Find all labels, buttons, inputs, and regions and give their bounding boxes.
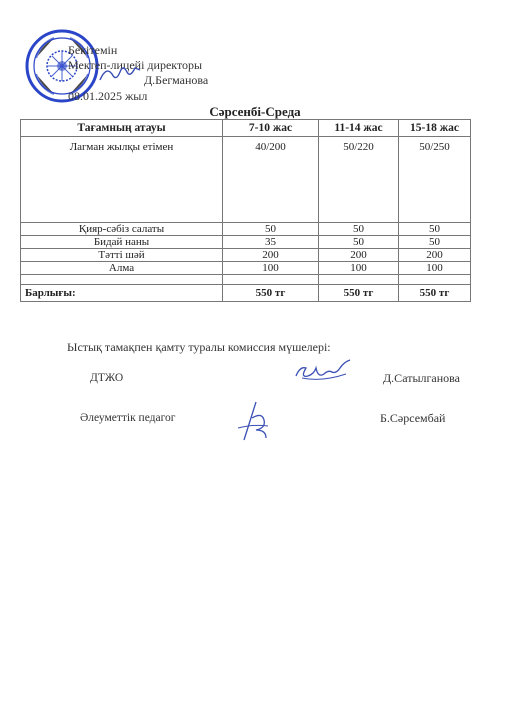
portion-15-18: 50: [399, 223, 471, 236]
dish-name: Қияр-сәбіз салаты: [21, 223, 223, 236]
table-blank-row: [21, 275, 471, 285]
table-total-row: [21, 285, 471, 302]
member-signature-icon: [292, 358, 354, 384]
table-header-row: [21, 120, 471, 137]
header-age-11-14: 11-14 жас: [319, 120, 399, 137]
dish-name: Алма: [21, 262, 223, 275]
total-11-14: 550 тг: [319, 285, 399, 302]
portion-7-10: 100: [223, 262, 319, 275]
dish-name: Лагман жылқы етімен: [21, 137, 223, 223]
total-7-10: 550 тг: [223, 285, 319, 302]
portion-15-18: 50: [399, 236, 471, 249]
director-title: Мектеп-лицейі директоры: [68, 58, 203, 72]
table-row: [21, 137, 471, 223]
total-label: Барлығы:: [21, 285, 223, 302]
header-age-7-10: 7-10 жас: [223, 120, 319, 137]
approval-label: Бекітемін: [68, 43, 118, 57]
portion-11-14: 100: [319, 262, 399, 275]
page-title: Сәрсенбі-Среда: [209, 104, 301, 119]
portion-7-10: 40/200: [223, 137, 319, 223]
dish-name: Бидай наны: [21, 236, 223, 249]
portion-15-18: 200: [399, 249, 471, 262]
member-signature-icon: [234, 398, 276, 444]
portion-11-14: 50: [319, 236, 399, 249]
commission-heading: Ыстық тамақпен қамту туралы комиссия мүшелері:: [67, 340, 331, 354]
portion-7-10: 200: [223, 249, 319, 262]
header-dish: Тағамның атауы: [21, 120, 223, 137]
portion-11-14: 50: [319, 223, 399, 236]
portion-15-18: 100: [399, 262, 471, 275]
portion-7-10: 35: [223, 236, 319, 249]
member-name: Д.Сатылганова: [383, 371, 461, 385]
portion-11-14: 200: [319, 249, 399, 262]
director-signature-icon: [96, 62, 142, 88]
member-role: ДТЖО: [90, 372, 124, 384]
table-row: [21, 236, 471, 249]
approval-date: 08.01.2025 жыл: [68, 89, 148, 103]
member-role: Әлеуметтік педагог: [80, 412, 176, 424]
dish-name: Тәтті шәй: [21, 249, 223, 262]
header-age-15-18: 15-18 жас: [399, 120, 471, 137]
total-15-18: 550 тг: [399, 285, 471, 302]
portion-11-14: 50/220: [319, 137, 399, 223]
portion-7-10: 50: [223, 223, 319, 236]
table-row: [21, 249, 471, 262]
member-name: Б.Сәрсембай: [380, 411, 446, 425]
table-row: [21, 262, 471, 275]
director-name: Д.Бегманова: [144, 73, 209, 87]
table-row: [21, 223, 471, 236]
menu-table: [20, 119, 471, 302]
portion-15-18: 50/250: [399, 137, 471, 223]
